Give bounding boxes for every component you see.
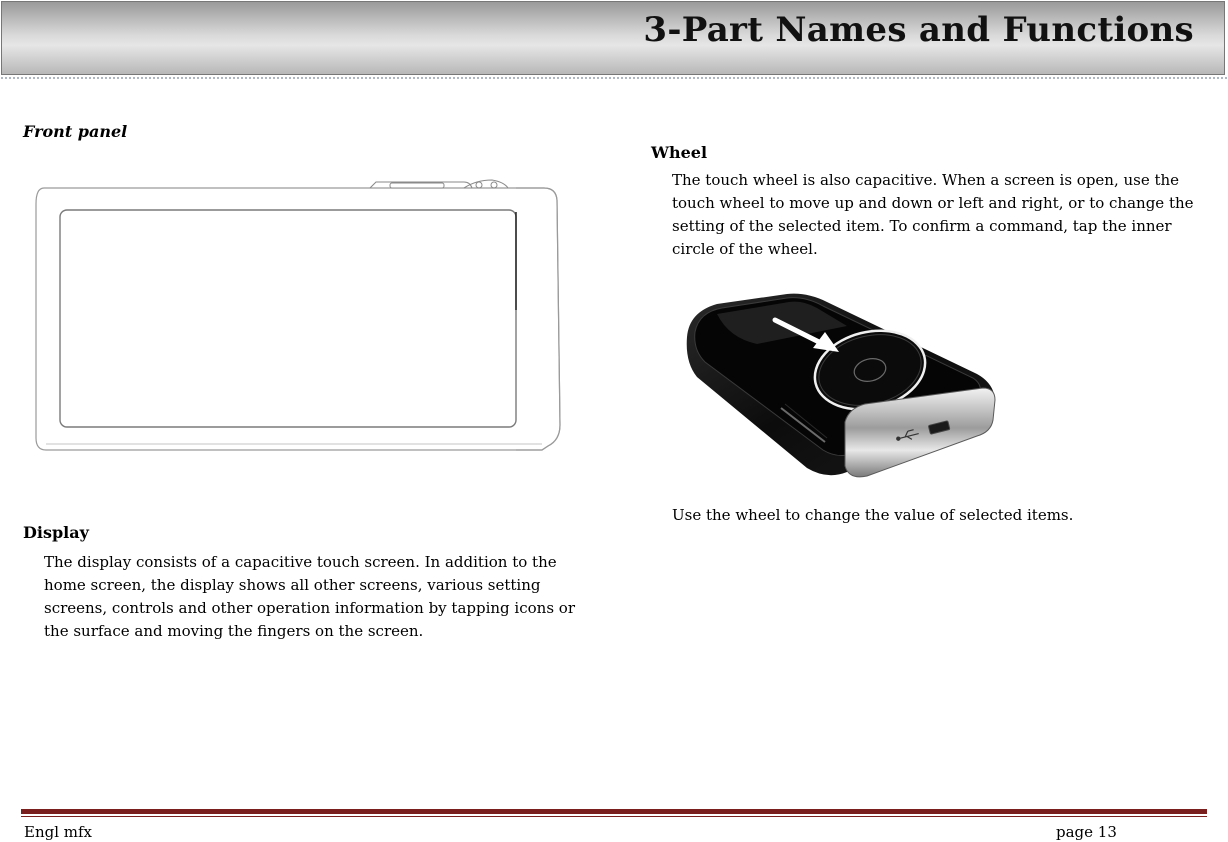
footer-rule-thin [21,816,1207,817]
display-heading: Display [23,523,89,542]
wheel-description: The touch wheel is also capacitive. When a screen is open, use the touch wheel to move up and down or left and right, or to change the setting of the selected item. To confirm a command, tap the inner circle of the wheel. [672,171,1194,258]
wheel-heading: Wheel [651,143,708,162]
page-title: 3-Part Names and Functions [643,10,1194,50]
display-description: The display consists of a capacitive touch screen. In addition to the home screen, the display shows all other screens, various setting screens, controls and other operation information by tapping icons or the surface and moving the fingers on the screen. [44,553,575,640]
header-dotted-rule [0,76,1228,80]
device-wheel-photo [677,282,1027,482]
footer-label: Engl mfx [24,823,93,841]
wheel-usage-note: Use the wheel to change the value of selected items. [672,506,1074,524]
page-number: page 13 [1056,823,1117,841]
footer-rule [21,809,1207,814]
front-panel-heading: Front panel [23,122,128,141]
front-panel-drawing [24,170,576,475]
